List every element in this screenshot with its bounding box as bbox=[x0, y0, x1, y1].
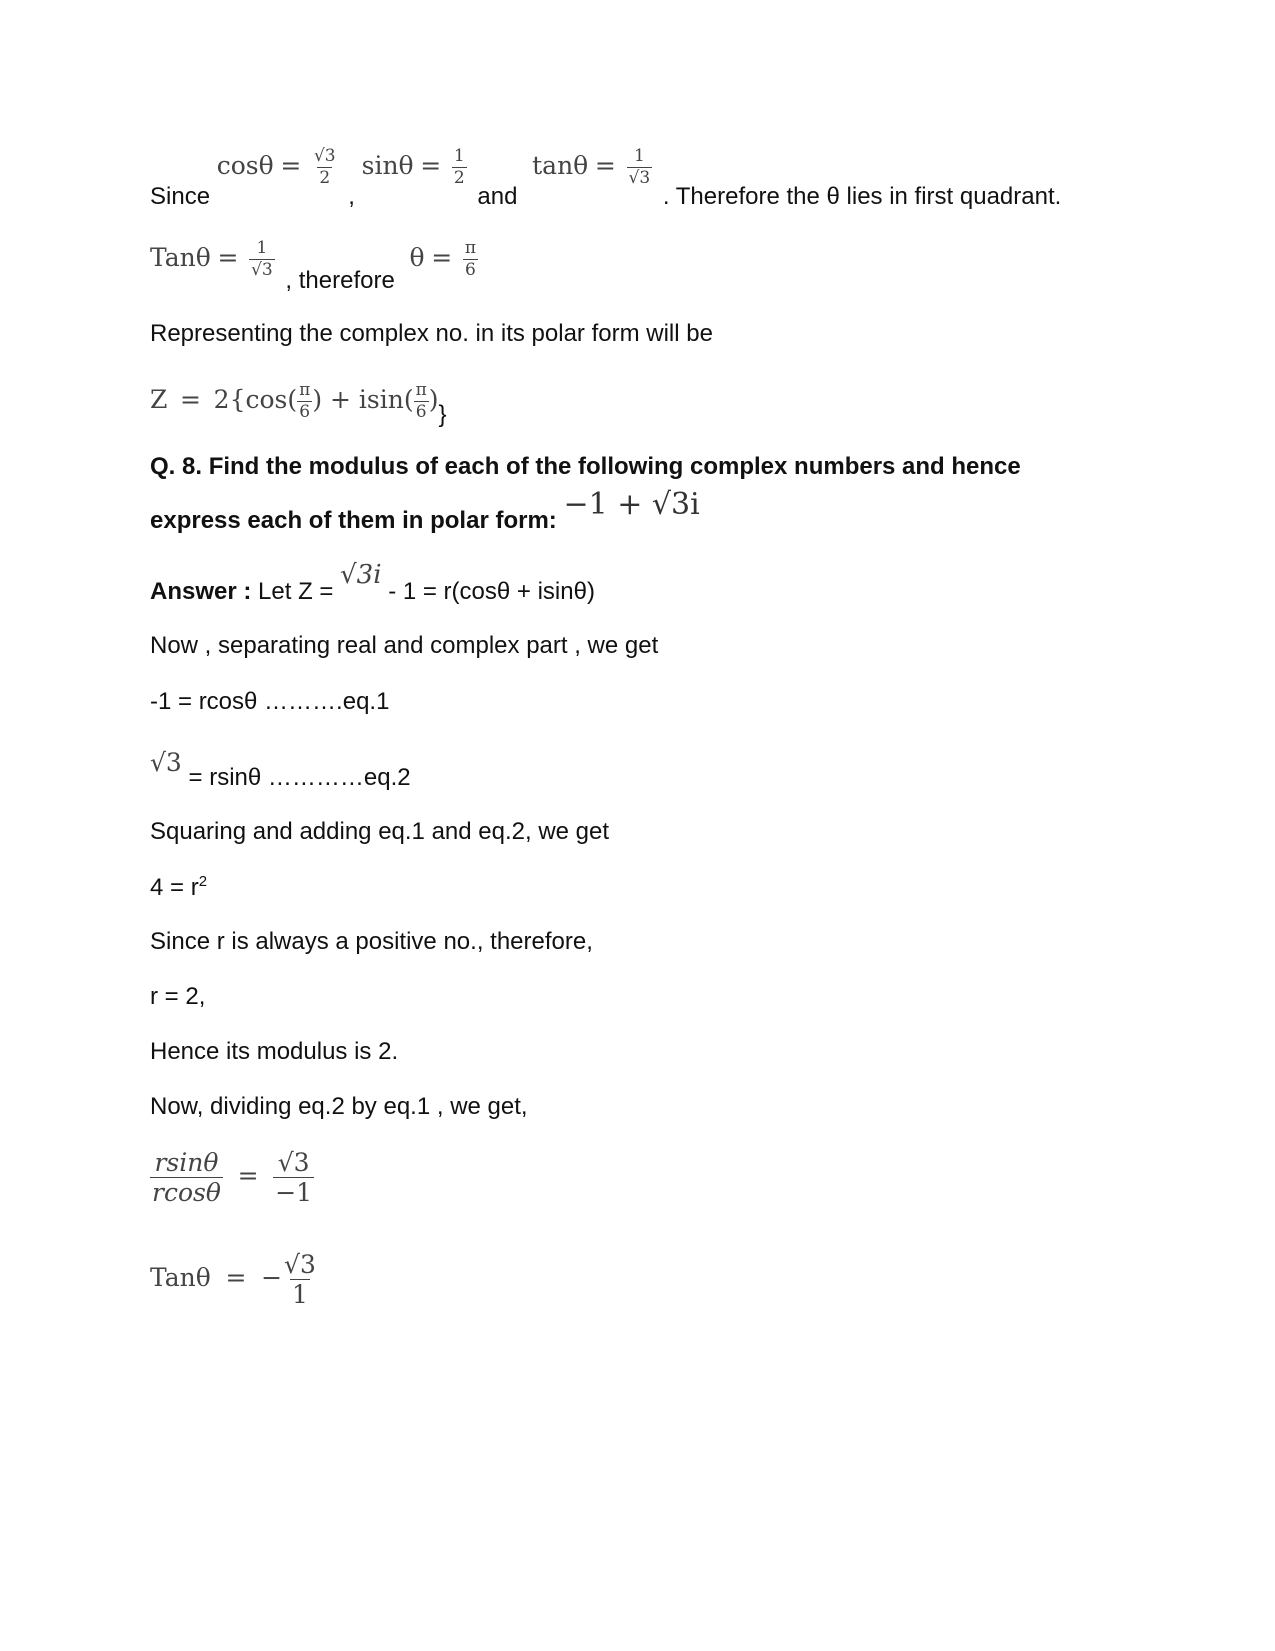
text-answer-equation: - 1 = r(cosθ + isinθ) bbox=[388, 578, 595, 605]
math-cos-part: 2{cos( bbox=[213, 384, 298, 414]
text-let-z: Let Z = bbox=[258, 578, 334, 605]
text-eq1: -1 = rcosθ ……….eq.1 bbox=[150, 688, 390, 715]
math-tan-theta: Tanθ bbox=[150, 1262, 211, 1292]
text-comma: , bbox=[348, 182, 355, 210]
line-r-squared bbox=[150, 874, 207, 900]
math-equals: = bbox=[225, 1262, 247, 1292]
math-root3: √3 bbox=[150, 748, 182, 777]
math-equals: = bbox=[217, 242, 239, 272]
math-root3-i: √3i bbox=[340, 560, 382, 590]
text-eq2: = rsinθ …………eq.2 bbox=[188, 764, 411, 791]
text-and: and bbox=[477, 182, 518, 210]
math-sin: sinθ bbox=[361, 150, 414, 180]
math-cos: cosθ bbox=[216, 150, 274, 180]
text-4-equals-r: 4 = r bbox=[150, 874, 199, 901]
text-first-quadrant: . Therefore the θ lies in first quadrant. bbox=[662, 182, 1062, 210]
math-equals: = bbox=[237, 1160, 259, 1190]
line-trig-values bbox=[150, 146, 1062, 210]
text-r-equals-2: r = 2, bbox=[150, 983, 206, 1010]
text-r-positive: Since r is always a positive no., therefore, bbox=[150, 928, 593, 955]
math-tan: tanθ bbox=[532, 150, 589, 180]
line-tan-theta bbox=[150, 238, 482, 294]
fraction-pi-over-6-cos: $\frac{\pi}{6}$ bbox=[299, 380, 311, 422]
fraction-pi-over-6: $\frac{\pi}{6}$ bbox=[464, 238, 477, 280]
text-since: Since bbox=[150, 182, 211, 210]
math-z: Z bbox=[150, 384, 168, 414]
answer-label: Answer : bbox=[150, 578, 252, 605]
fraction-cos-value: $\frac{√3}{2}$ bbox=[313, 146, 336, 188]
math-close-paren: ) bbox=[428, 384, 439, 414]
fraction-rsin-over-rcos: $\frac{rsin\theta}{rcos\theta}$ bbox=[152, 1148, 221, 1207]
line-eq2 bbox=[150, 748, 411, 791]
math-equals: = bbox=[594, 150, 616, 180]
text-exponent: 2 bbox=[198, 873, 208, 890]
math-equals: = bbox=[180, 384, 201, 414]
math-tan-theta: Tanθ bbox=[150, 242, 211, 272]
text-polar-form-intro: Representing the complex no. in its polar form will be bbox=[150, 320, 713, 347]
math-complex-number: −1 + √3i bbox=[563, 487, 700, 522]
math-minus: − bbox=[261, 1262, 283, 1292]
fraction-tan-value: $\frac{1}{√3}$ bbox=[628, 146, 651, 188]
text-dividing: Now, dividing eq.2 by eq.1 , we get, bbox=[150, 1093, 528, 1120]
line-polar-form bbox=[150, 380, 447, 428]
math-equals: = bbox=[420, 150, 442, 180]
question-8-line-1: Q. 8. Find the modulus of each of the following complex numbers and hence bbox=[150, 453, 1021, 480]
text-therefore: , therefore bbox=[285, 266, 395, 294]
math-theta: θ bbox=[409, 242, 425, 272]
math-isin-part: ) + isin( bbox=[312, 384, 414, 414]
fraction-root3-over-1: $\frac{√3}{1}$ bbox=[284, 1250, 316, 1309]
question-8-text: express each of them in polar form: bbox=[150, 507, 557, 534]
fraction-pi-over-6-sin: $\frac{\pi}{6}$ bbox=[415, 380, 427, 422]
line-tan-result bbox=[150, 1252, 318, 1307]
math-equals: = bbox=[431, 242, 453, 272]
text-modulus: Hence its modulus is 2. bbox=[150, 1038, 399, 1065]
fraction-root3-over-minus1: $\frac{√3}{-1}$ bbox=[275, 1148, 313, 1207]
fraction-one-over-root3: $\frac{1}{√3}$ bbox=[251, 238, 273, 280]
text-separating-parts: Now , separating real and complex part , we get bbox=[150, 632, 659, 659]
text-close-brace: } bbox=[438, 400, 447, 428]
fraction-sin-value: $\frac{1}{2}$ bbox=[453, 146, 465, 188]
line-answer bbox=[150, 560, 595, 605]
text-squaring-adding: Squaring and adding eq.1 and eq.2, we get bbox=[150, 818, 610, 845]
question-8-line-2 bbox=[150, 487, 700, 534]
line-ratio bbox=[150, 1150, 314, 1205]
math-equals: = bbox=[280, 150, 302, 180]
